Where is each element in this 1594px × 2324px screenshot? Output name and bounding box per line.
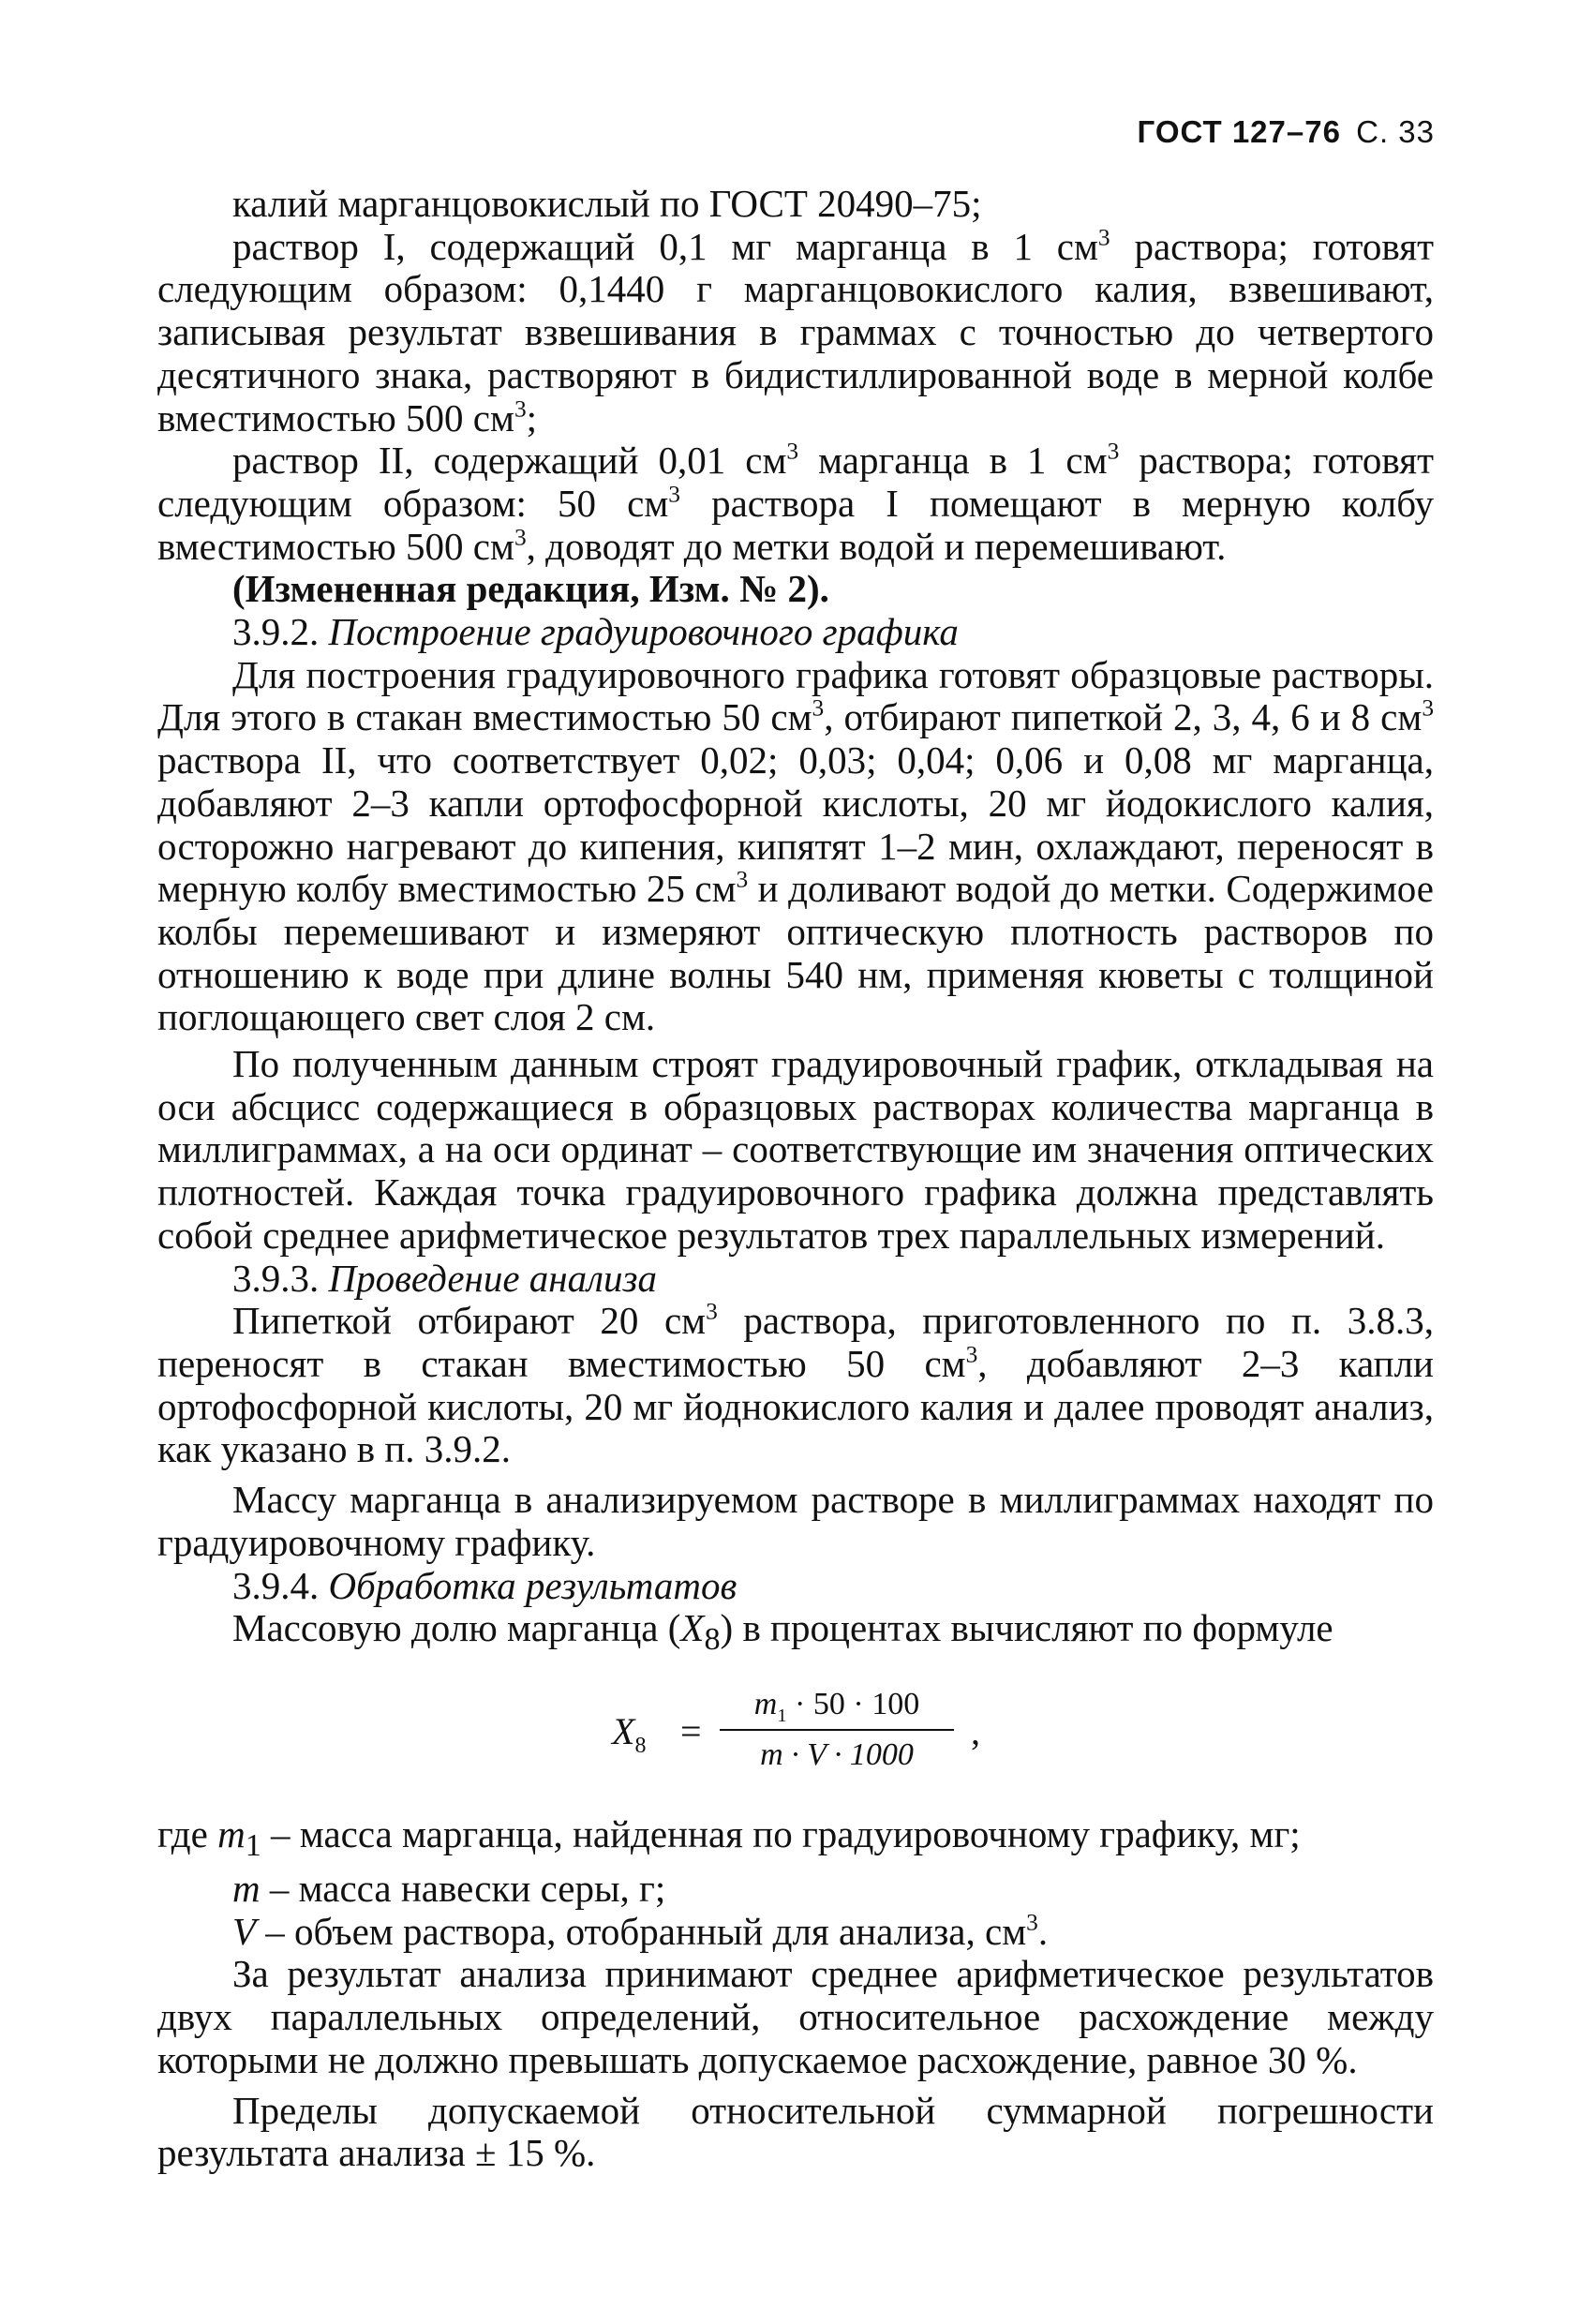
paragraph-calibration-solutions: Для построения градуировочного графика готовят образцовые растворы. Для этого в стакан вместимостью 50 $см^3$, отбирают пипеткой 2, 3, 4, 6 и 8 $см^3$ раствора II, что соответствует 0,02; 0,03; 0,04; 0,06 и 0,08 мг марганца, добавляют 2–3 капли ортофосфорной кислоты, 20 мг йодокислого калия, осторожно нагревают до кипения, кипятят 1–2 мин, охлаждают, переносят в мерную колбу вместимостью 25 $см^3$ и доливают водой до метки. Содержимое колбы перемешивают и измеряют оптическую плотность растворов по отношению к воде при длине волны 540 нм, применяя кюветы с толщиной поглощающего свет слоя 2 см. — [157, 652, 1435, 1039]
paragraph-result-average: За результат анализа принимают среднее арифметическое результатов двух параллельных определений, относительное расхождение между которыми не должно превышать допускаемое расхождение, равное 30 %. — [157, 1952, 1434, 2081]
formula-fraction — [720, 1684, 954, 1776]
document-body — [157, 183, 1434, 2175]
section-heading-3-9-4: 3.9.4. Обработка результатов — [232, 1563, 737, 1607]
paragraph-analysis-procedure: Пипеткой отбирают 20 $см^3$ раствора, приготовленного по п. 3.8.3, переносят в стакан вместимостью 50 $см^3$, добавляют 2–3 капли ортофосфорной кислоты, 20 мг йоднокислого калия и далее проводят анализ, как указано в п. 3.9.2. — [157, 1298, 1434, 1471]
definition-m: m – масса навески серы, г; — [232, 1866, 666, 1910]
section-heading-3-9-2: 3.9.2. Построение градуировочного графика — [232, 610, 959, 654]
formula-denominator: m · V · 1000 — [760, 1737, 914, 1773]
paragraph-solution-2: раствор II, содержащий 0,01 $см^3$ марганца в 1 $см^3$ раствора; готовят следующим образом: 50 $см^3$ раствора I помещают в мерную колбу вместимостью 500 $см^3$, доводят до метки водой и перемешивают. — [157, 438, 1434, 568]
definition-v: V – объем раствора, отобранный для анализа, $см^3$. — [232, 1908, 1049, 1953]
paragraph-mass-from-graph: Массу марганца в анализируемом растворе в миллиграммах находят по градуировочному графику. — [157, 1478, 1434, 1564]
page-header — [1138, 114, 1435, 150]
formula-definitions — [157, 1813, 1434, 1953]
formula-equals: = — [680, 1710, 702, 1753]
paragraph-calibration-graph: По полученным данным строят градуировочный график, откладывая на оси абсцисс содержащиеся в образцовых растворах количества марганца в миллиграммах, а на оси ординат – соответствующие им значения оптических плотностей. Каждая точка градуировочного графика должна представлять собой среднее арифметическое результатов трех параллельных измерений. — [157, 1042, 1434, 1257]
formula-numerator: $m_1 \cdot 50 \cdot 100$ — [753, 1687, 920, 1726]
definition-m1: где $m_1$ – масса марганца, найденная по градуировочному графику, мг; — [157, 1812, 1301, 1864]
section-heading-3-9-3: 3.9.3. Проведение анализа — [232, 1256, 658, 1300]
standard-number: ГОСТ 127–76 — [1137, 114, 1341, 149]
paragraph-formula-intro: Массовую долю марганца $(X_8)$ в процентах вычисляют по формуле — [232, 1606, 1333, 1658]
paragraph-solution-1: раствор I, содержащий 0,1 мг марганца в 1 $см^3$ раствора; готовят следующим образом: 0,1440 г марганцовокислого калия, взвешивают, записывая результат взвешивания в граммах с точностью до четвертого десятичного знака, растворяют в бидистиллированной воде в мерной колбе вместимостью 500 $см^3$; — [157, 223, 1434, 439]
formula-lhs: $X_8$ — [612, 1710, 647, 1759]
manganese-formula — [157, 1684, 1434, 1785]
formula-comma: , — [971, 1710, 980, 1753]
page-number: С. 33 — [1356, 114, 1435, 149]
paragraph-reagent-permanganate: калий марганцовокислый по ГОСТ 20490–75; — [232, 182, 982, 225]
paragraph-error-limits: Пределы допускаемой относительной суммарной погрешности результата анализа ± 15 %. — [157, 2088, 1434, 2175]
amendment-note: (Измененная редакция, Изм. № 2). — [232, 567, 829, 611]
fraction-bar — [720, 1729, 954, 1731]
